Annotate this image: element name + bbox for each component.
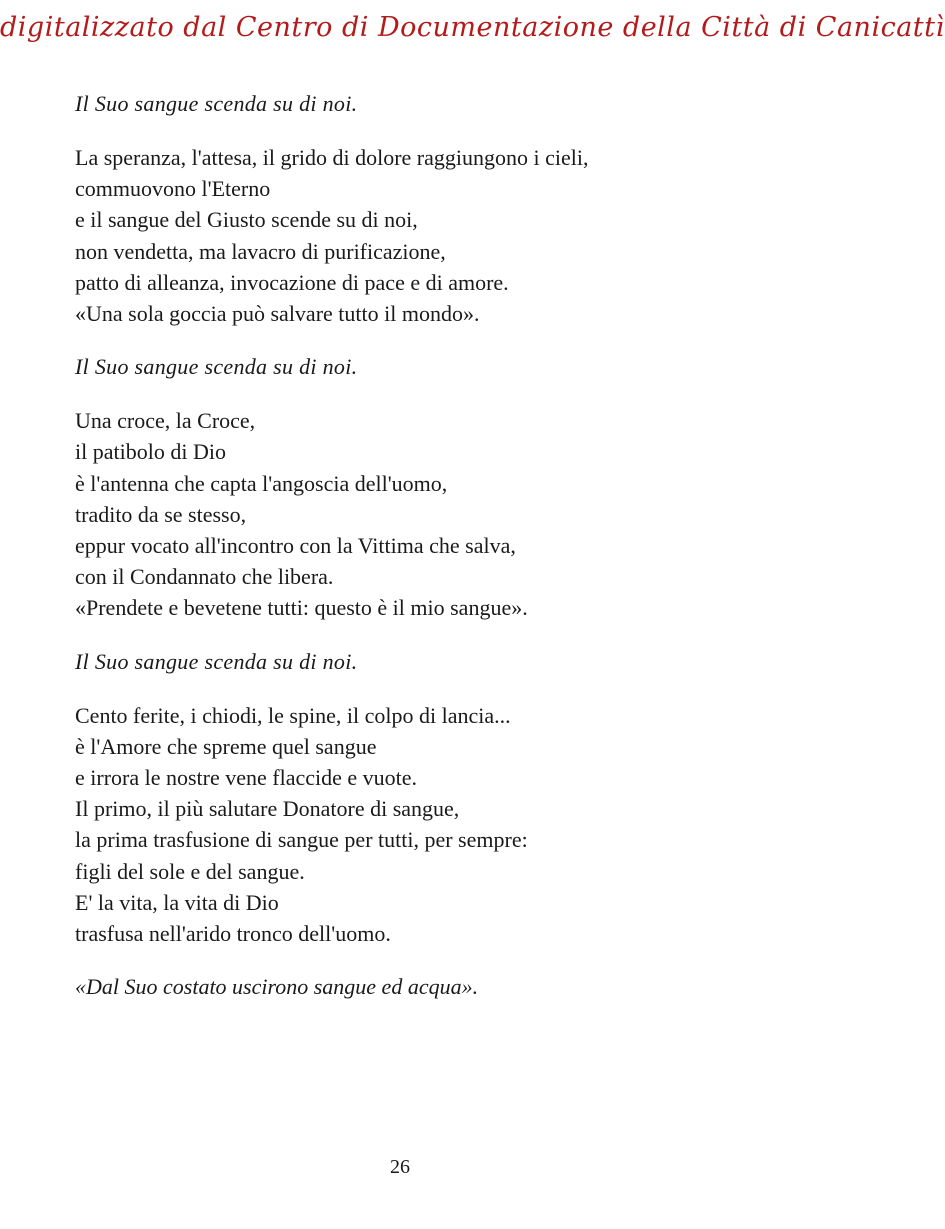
stanza-1 (75, 142, 755, 329)
stanza-line: «Prendete e bevetene tutti: questo è il mio sangue». (75, 595, 528, 621)
stanza-line: commuovono l'Eterno (75, 176, 271, 202)
page-number: 26 (390, 1156, 410, 1178)
stanza-line: il patibolo di Dio (75, 439, 226, 465)
stanza-line: e irrora le nostre vene flaccide e vuote. (75, 765, 418, 791)
stanza-line: è l'Amore che spreme quel sangue (75, 733, 377, 759)
stanza-line: figli del sole e del sangue. (75, 858, 305, 884)
stanza-line: Cento ferite, i chiodi, le spine, il colpo di lancia... (75, 702, 511, 728)
stanza-line: «Una sola goccia può salvare tutto il mondo». (75, 301, 480, 327)
stanza-line: patto di alleanza, invocazione di pace e di amore. (75, 269, 509, 295)
stanza-line: trasfusa nell'arido tronco dell'uomo. (75, 921, 391, 947)
refrain-2: Il Suo sangue scenda su di noi. (75, 354, 358, 380)
stanza-line: eppur vocato all'incontro con la Vittima che salva, (75, 533, 516, 559)
stanza-line: Una croce, la Croce, (75, 408, 256, 434)
stanza-line: è l'antenna che capta l'angoscia dell'uomo, (75, 470, 448, 496)
refrain-3: Il Suo sangue scenda su di noi. (75, 648, 358, 674)
refrain-1: Il Suo sangue scenda su di noi. (75, 91, 358, 116)
stanza-line: non vendetta, ma lavacro di purificazione, (75, 238, 446, 264)
stanza-line: Il primo, il più salutare Donatore di sangue, (75, 796, 460, 822)
stanza-line: e il sangue del Giusto scende su di noi, (75, 207, 418, 233)
stanza-3 (75, 700, 755, 950)
stanza-line: E' la vita, la vita di Dio (75, 889, 279, 915)
stanza-line: la prima trasfusione di sangue per tutti, per sempre: (75, 827, 528, 853)
stanza-2 (75, 405, 755, 623)
digitization-watermark: digitalizzato dal Centro di Documentazione della Città di Canicattì (0, 12, 945, 43)
poem-body (75, 88, 755, 1003)
closing-quote: «Dal Suo costato uscirono sangue ed acqua». (75, 974, 479, 1000)
stanza-line: La speranza, l'attesa, il grido di dolore raggiungono i cieli, (75, 145, 589, 170)
stanza-line: tradito da se stesso, (75, 501, 247, 527)
stanza-line: con il Condannato che libera. (75, 564, 334, 590)
